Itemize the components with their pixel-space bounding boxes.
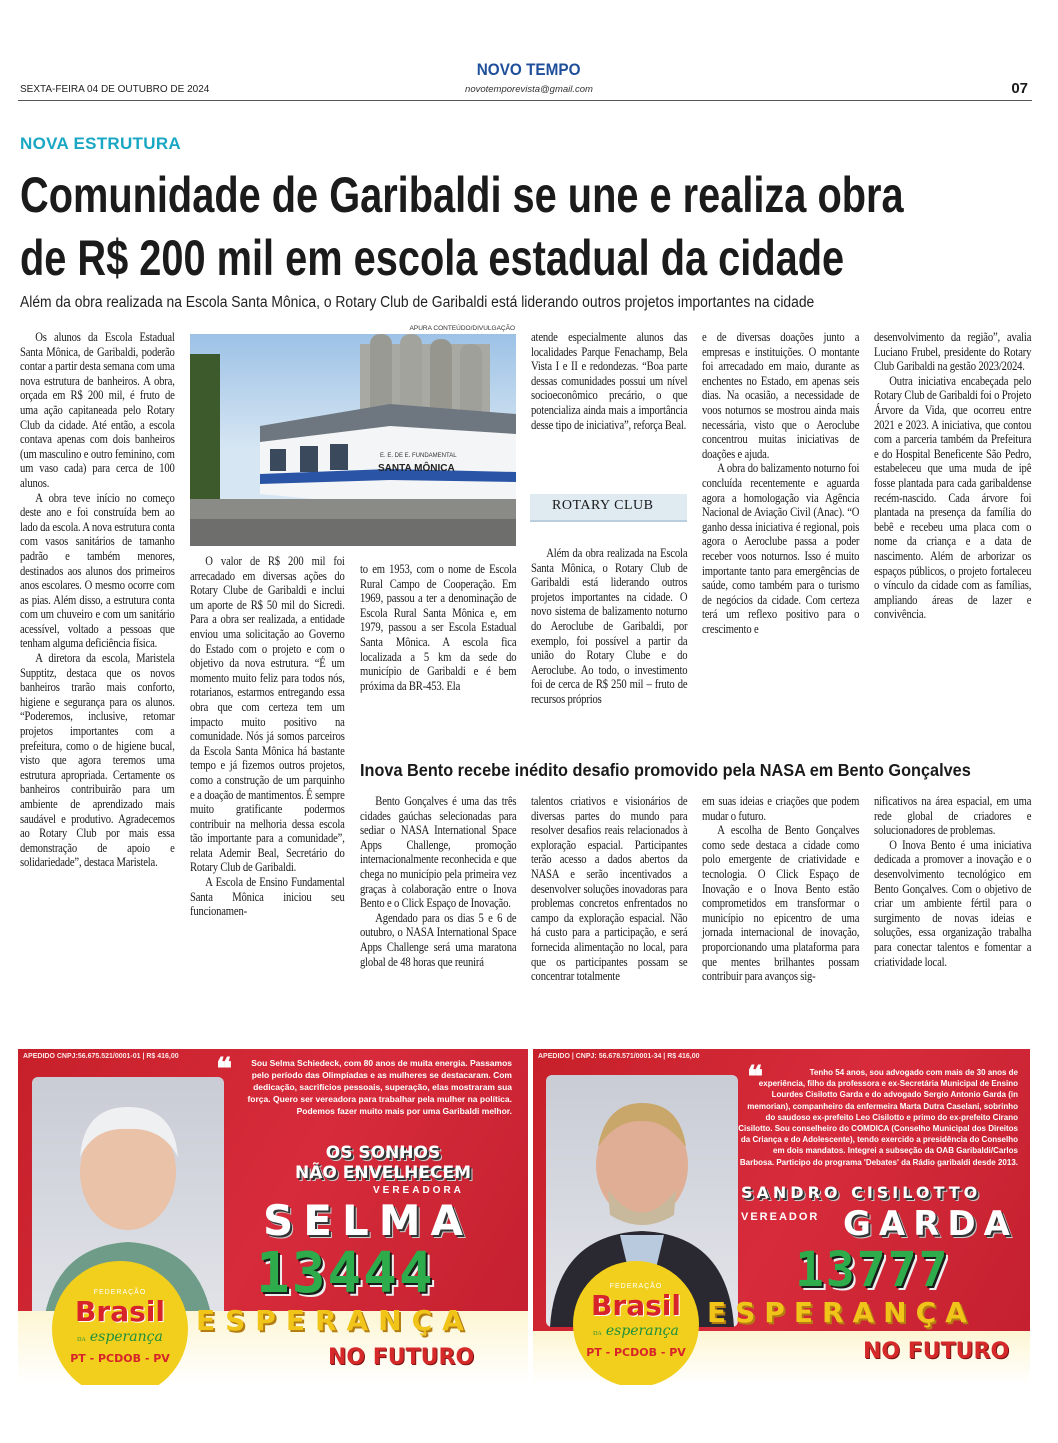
paragraph: A obra teve início no começo deste ano e foi construída bem ao lado da escola. A nova estrutura conta com vasos sanitários de tamanho padrão e também menores, destinados aos alunos dos primeiros anos escolares. O mesmo ocorre com as pias. Além disso, a estrutura conta com um chuveiro e com um sanitário acessível, voltado a pessoas que tenham alguma deficiência física. [20, 490, 175, 651]
logo-da: DA [593, 1331, 602, 1337]
article-subtitle: Além da obra realizada na Escola Santa Mônica, o Rotary Club de Garibaldi está liderando outros projetos importantes na cidade [20, 294, 815, 311]
paragraph: O Inova Bento é uma iniciativa dedicada a promover a inovação e o desenvolvimento tecnológico em Bento Gonçalves. Com o objetivo de criar um ambiente fértil para o surgimento de novas ideias e soluções, essa organização trabalha para conectar talentos e fomentar a criatividade local. [874, 837, 1032, 969]
paragraph: Além da obra realizada na Escola Santa Mônica, o Rotary Club de Garibaldi está liderando outros projetos importantes na cidade. O novo sistema de balizamento noturno do Aeroclube de Garibaldi, por exemplo, foi possível a partir da união do Rotary Clube e do Aeroclube. Ao todo, o investimento foi de cerca de R$ 250 mil – fruto de recursos próprios [531, 546, 688, 706]
article-kicker: NOVA ESTRUTURA [20, 134, 181, 153]
paragraph: talentos criativos e visionários de diversas partes do mundo para resolver desafios reais relacionados à exploração espacial. Participantes terão acesso a dados abertos da NASA e serão incentivados a desenvolver soluções inovadoras para problemas concretos enfrentados no campo da exploração espacial. Não há custo para a participação, e será fornecida alimentação no local, para que os participantes possam se concentrar totalmente [531, 794, 688, 984]
issue-date: SEXTA-FEIRA 04 DE OUTUBRO DE 2024 [20, 84, 210, 95]
header-divider [18, 100, 1032, 101]
party-list: PT - PCDOB - PV [70, 1352, 170, 1365]
school-photo [190, 334, 516, 546]
article2-column-2 [531, 794, 687, 984]
photo-credit: APURA CONTEÚDO/DIVULGAÇÃO [409, 325, 515, 332]
logo-federacao: FEDERAÇÃO [93, 1289, 147, 1296]
candidate-role: VEREADOR [741, 1211, 820, 1223]
candidate-name: SELMA [263, 1196, 474, 1245]
logo-esperanca: esperança [89, 1329, 163, 1345]
paragraph: to em 1953, com o nome de Escola Rural Campo de Cooperação. Em 1969, passou a ter a denominação de Escola Rural Santa Mônica e, em 1979, passou a ser Escola Estadual Santa Mônica. A escola fica localizada a 5 km da sede do município de Garibaldi e é bem próxima da BR-453. Ela [360, 562, 517, 693]
paragraph: e de diversas doações junto a empresas e instituições. O montante foi arrecadado em maio, durante as enchentes no Estado, em apenas seis dias. Na ocasião, a necessidade de voos noturnos se mostrou ainda mais necessária, visto que o Aeroclube concentrou muitas iniciativas de doações e ajuda. [702, 330, 860, 461]
paragraph: Agendado para os dias 5 e 6 de outubro, o NASA International Space Apps Challenge será uma maratona global de 48 horas que reunirá [360, 910, 517, 969]
ad-legal-notice: APEDIDO CNPJ:56.675.521/0001-01 | R$ 416,00 [23, 1053, 179, 1060]
school-building-illustration [190, 334, 516, 546]
candidate-full-name: SANDRO CISILOTTO [741, 1183, 982, 1202]
logo-brasil: Brasil [75, 1295, 165, 1328]
article-column-4-bottom [531, 546, 687, 707]
slogan-line-1: OS SONHOS [325, 1143, 441, 1163]
article-column-4-top [531, 330, 687, 432]
campaign-ad-selma [18, 1049, 528, 1385]
candidate-number: 13444 [256, 1241, 435, 1306]
publication-name: NOVO TEMPO [477, 60, 581, 79]
logo-brasil: Brasil [591, 1289, 681, 1322]
candidate-number: 13777 [795, 1242, 950, 1298]
article2-column-1 [360, 794, 516, 969]
paragraph: A Escola de Ensino Fundamental Santa Mônica iniciou seu funcionamen- [190, 875, 345, 919]
sign-line-1: E. E. DE E. FUNDAMENTAL [380, 453, 457, 459]
paragraph: Os alunos da Escola Estadual Santa Mônica, de Garibaldi, poderão contar a partir desta semana com uma nova estrutura de banheiros. A obra, orçada em R$ 200 mil, é fruto de uma ação capitaneada pelo Rotary Club da cidade. Até então, a escola contava apenas com dois banheiros (um masculino e outro feminino, com um vaso cada) para cerca de 100 alunos. [20, 330, 175, 490]
paragraph: Bento Gonçalves é uma das três cidades gaúchas selecionadas para sediar o NASA International Space Apps Challenge, promoção internacionalmente reconhecida e que chega no município pela primeira vez graças à colaboração entre o Inova Bento e o Click Espaço de Inovação. [360, 794, 517, 911]
paragraph: desenvolvimento da região”, avalia Luciano Frubel, presidente do Rotary Club Garibaldi na gestão 2023/2024. [874, 330, 1032, 374]
federation-logo [52, 1261, 188, 1385]
section-subhead-rotary-club: ROTARY CLUB [530, 494, 687, 522]
article-column-3 [360, 562, 516, 693]
quote-mark-icon: ❝ [747, 1060, 764, 1095]
article-column-2 [190, 554, 345, 919]
paragraph: A escolha de Bento Gonçalves como sede destaca a cidade como polo emergente de criatividade e tecnologia. O Click Espaço de Inovação e o Inova Bento estão comprometidos em transformar o município no epicentro de uma jornada internacional de inovação, proporcionando uma plataforma para que mentes brilhantes possam contribuir para avanços sig- [702, 823, 860, 984]
article-headline [20, 164, 1054, 290]
paragraph: O valor de R$ 200 mil foi arrecadado em diversas ações do Rotary Clube de Garibaldi e inclui um aporte de R$ 50 mil do Sicredi. Para a obra ser realizada, a entidade enviou uma solicitação ao Governo do Estado com o projeto e com o objetivo da nova estrutura. “É um momento muito feliz para todos nós, rotarianos, estarmos entregando essa obra que com certeza tem um impacto muito positivo na comunidade. Nós já somos parceiros da Escola Santa Mônica há bastante tempo e já fizemos outros projetos, como a construção de um parquinho e a doação de mantimentos. É sempre muito gratificante podermos contribuir na melhoria dessa escola tão importante para a comunidade”, relata Ademir Beal, Secretário do Rotary Club de Garibaldi. [190, 554, 345, 875]
article-column-1 [20, 330, 175, 870]
party-list: PT - PCDOB - PV [586, 1346, 686, 1359]
paragraph: em suas ideias e criações que podem mudar o futuro. [702, 794, 860, 823]
publication-email: novotemporevista@gmail.com [465, 84, 593, 95]
paragraph: A obra do balizamento noturno foi concluída recentemente e aguarda agora a homologação via Agência Nacional de Aviação Civil (Anac). “O ganho dessa iniciativa é regional, pois agora o Aeroclube passa a poder receber voos noturnos. Isso é muito importante tanto para emergências de saúde, como também para o turismo de negócios da cidade. Com certeza terá um reflexo positivo para o crescimento e [702, 461, 860, 636]
candidate-name: GARDA [843, 1204, 1018, 1244]
federation-logo [573, 1261, 699, 1385]
paragraph: Outra iniciativa encabeçada pelo Rotary Club de Garibaldi foi o Projeto Árvore da Vida, que ocorreu entre 2021 e 2023. A iniciativa, que contou com a parceria também da Prefeitura e do Hospital Beneficente São Pedro, estabeleceu que uma muda de ipê fosse plantada para cada garibaldense recém-nascido. Cada árvore foi plantada na presença da família do bebê e recebeu uma placa com o nome da criança e a data de nascimento. Além de arborizar os espaços públicos, o projeto fortaleceu o vínculo da cidade com as famílias, ampliando áreas de lazer e convivência. [874, 373, 1032, 622]
logo-da: DA [77, 1337, 86, 1343]
article2-column-4 [874, 794, 1031, 969]
headline-line-1: Comunidade de Garibaldi se une e realiza obra [20, 167, 904, 223]
paragraph: atende especialmente alunos das localidades Parque Fenachamp, Bela Vista I e II e redondezas. “Boa parte dessas comunidades possui um nível socioeconômico precário, o que potencializa ainda mais a importância desse tipo de iniciativa”, reforça Beal. [531, 330, 688, 432]
logo-esperanca: esperança [605, 1323, 679, 1339]
article-column-6 [874, 330, 1031, 622]
esperanca-banner: ESPERANÇA [196, 1304, 474, 1337]
paragraph: A diretora da escola, Maristela Supptitz, destaca que os novos banheiros trarão mais conforto, higiene e segurança para os alunos. “Poderemos, inclusive, retomar projetos importantes com a prefeitura, como o de higiene bucal, visto que agora teremos uma estrutura apropriada. Certamente os banheiros contribuirão para um ambiente de aprendizado mais saudável e produtivo. Agradecemos ao Rotary Club por mais essa demonstração de apoio e solidariedade”, destaca Maristela. [20, 651, 175, 870]
paragraph: nificativos na área espacial, em uma rede global de criadores e solucionadores de problemas. [874, 794, 1032, 838]
article-column-5 [702, 330, 859, 636]
page-number: 07 [1011, 80, 1028, 97]
headline-line-2: de R$ 200 mil em escola estadual da cidade [20, 230, 845, 286]
masthead [0, 60, 1058, 80]
sign-line-2: SANTA MÔNICA [378, 463, 455, 474]
no-futuro-banner: NO FUTURO [863, 1339, 1010, 1364]
ad-legal-notice: APEDIDO | CNPJ: 56.678.571/0001-34 | R$ 416,00 [538, 1053, 700, 1060]
candidate-quote: Sou Selma Schiedeck, com 80 anos de muita energia. Passamos pelo período das Olimpíadas e as mulheres se destacaram. Com dedicação, sacrifícios pessoais, superação, elas mostraram sua força. Quero ser vereadora para trabalhar pela mulher na política. Podemos fazer muito mais por uma Garibaldi melhor. [247, 1058, 512, 1116]
candidate-role: VEREADORA [373, 1185, 464, 1196]
campaign-ad-garda [533, 1049, 1030, 1385]
slogan-line-2: NÃO ENVELHECEM [294, 1163, 472, 1183]
article2-headline: Inova Bento recebe inédito desafio promovido pela NASA em Bento Gonçalves [360, 760, 971, 780]
logo-federacao: FEDERAÇÃO [609, 1283, 663, 1290]
candidate-quote-text: Tenho 54 anos, sou advogado com mais de 30 anos de experiência, filho da professora e ex-Secretária Municipal de Ensino Lourdes Cisilotto Garda e do advogado Sergio Antonio Garda (in memorian), companheiro da enfermeira Marta Dutra Caselani, sobrinho do saudoso ex-prefeito Leo Cisilotto e primo do ex-prefeito Cirano Cisilotto. Sou conselheiro do COMDICA (Conselho Municipal dos Direitos da Criança e do Adolescente), tendo exercido a presidência do Conselho em dois mandatos. Integrei a subseção da OAB Garibaldi/Carlos Barbosa. Participo do programa 'Debates' da Rádio garibaldi desde 2013. [738, 1068, 1018, 1167]
no-futuro-banner: NO FUTURO [328, 1345, 475, 1370]
candidate-quote [738, 1060, 1018, 1168]
slogan [258, 1143, 508, 1183]
quote-mark-icon: ❝ [216, 1052, 233, 1087]
esperanca-banner: ESPERANÇA [707, 1296, 976, 1329]
article2-column-3 [702, 794, 859, 984]
